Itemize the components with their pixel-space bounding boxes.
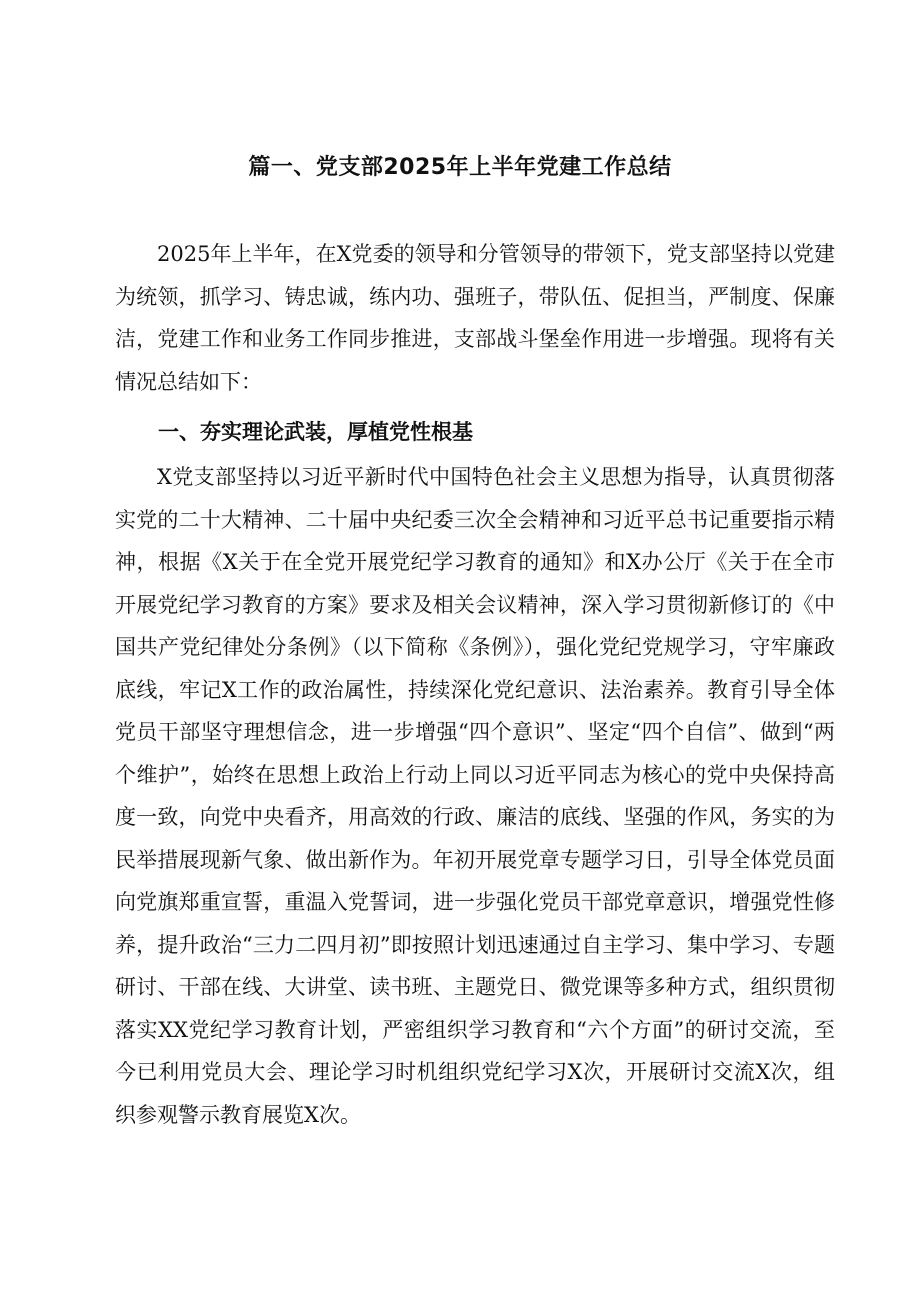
section-heading: 一、夯实理论武装，厚植党性根基 bbox=[158, 420, 473, 444]
section-body: X党支部坚持以习近平新时代中国特色社会主义思想为指导，认真贯彻落实党的二十大精神、二十届中央纪委三次全会精神和习近平总书记重要指示精神，根据《X关于在全党开展党纪学习教育的通知》和X办公厅《关于在全市开展党纪学习教育的方案》要求及相关会议精神，深入学习贯彻新修订的《中国共产党纪律处分条例》（以下简称《条例》），强化党纪党规学习，守牢廉政底线，牢记X工作的政治属性，持续深化党纪意识、法治素养。教育引导全体党员干部坚守理想信念，进一步增强“四个意识”、坚定“四个自信”、做到“两个维护”，始终在思想上政治上行动上同以习近平同志为核心的党中央保持高度一致，向党中央看齐，用高效的行政、廉洁的底线、坚强的作风，务实的为民举措展现新气象、做出新作为。年初开展党章专题学习日，引导全体党员面向党旗郑重宣誓，重温入党誓词，进一步强化党员干部党章意识，增强党性修养，提升政治“三力二四月初”即按照计划迅速通过自主学习、集中学习、专题研讨、干部在线、大讲堂、读书班、主题党日、微党课等多种方式，组织贯彻落实XX党纪学习教育计划，严密组织学习教育和“六个方面”的研讨交流，至今已利用党员大会、理论学习时机组织党纪学习X次，开展研讨交流X次，组织参观警示教育展览X次。 bbox=[115, 465, 835, 1127]
intro-paragraph: 2025年上半年，在X党委的领导和分管领导的带领下，党支部坚持以党建为统领，抓学习、铸忠诚，练内功、强班子，带队伍、促担当，严制度、保廉洁，党建工作和业务工作同步推进，支部战斗堡垒作用进一步增强。现将有关情况总结如下： bbox=[115, 242, 835, 394]
document-title: 篇一、党支部2025年上半年党建工作总结 bbox=[248, 155, 672, 180]
